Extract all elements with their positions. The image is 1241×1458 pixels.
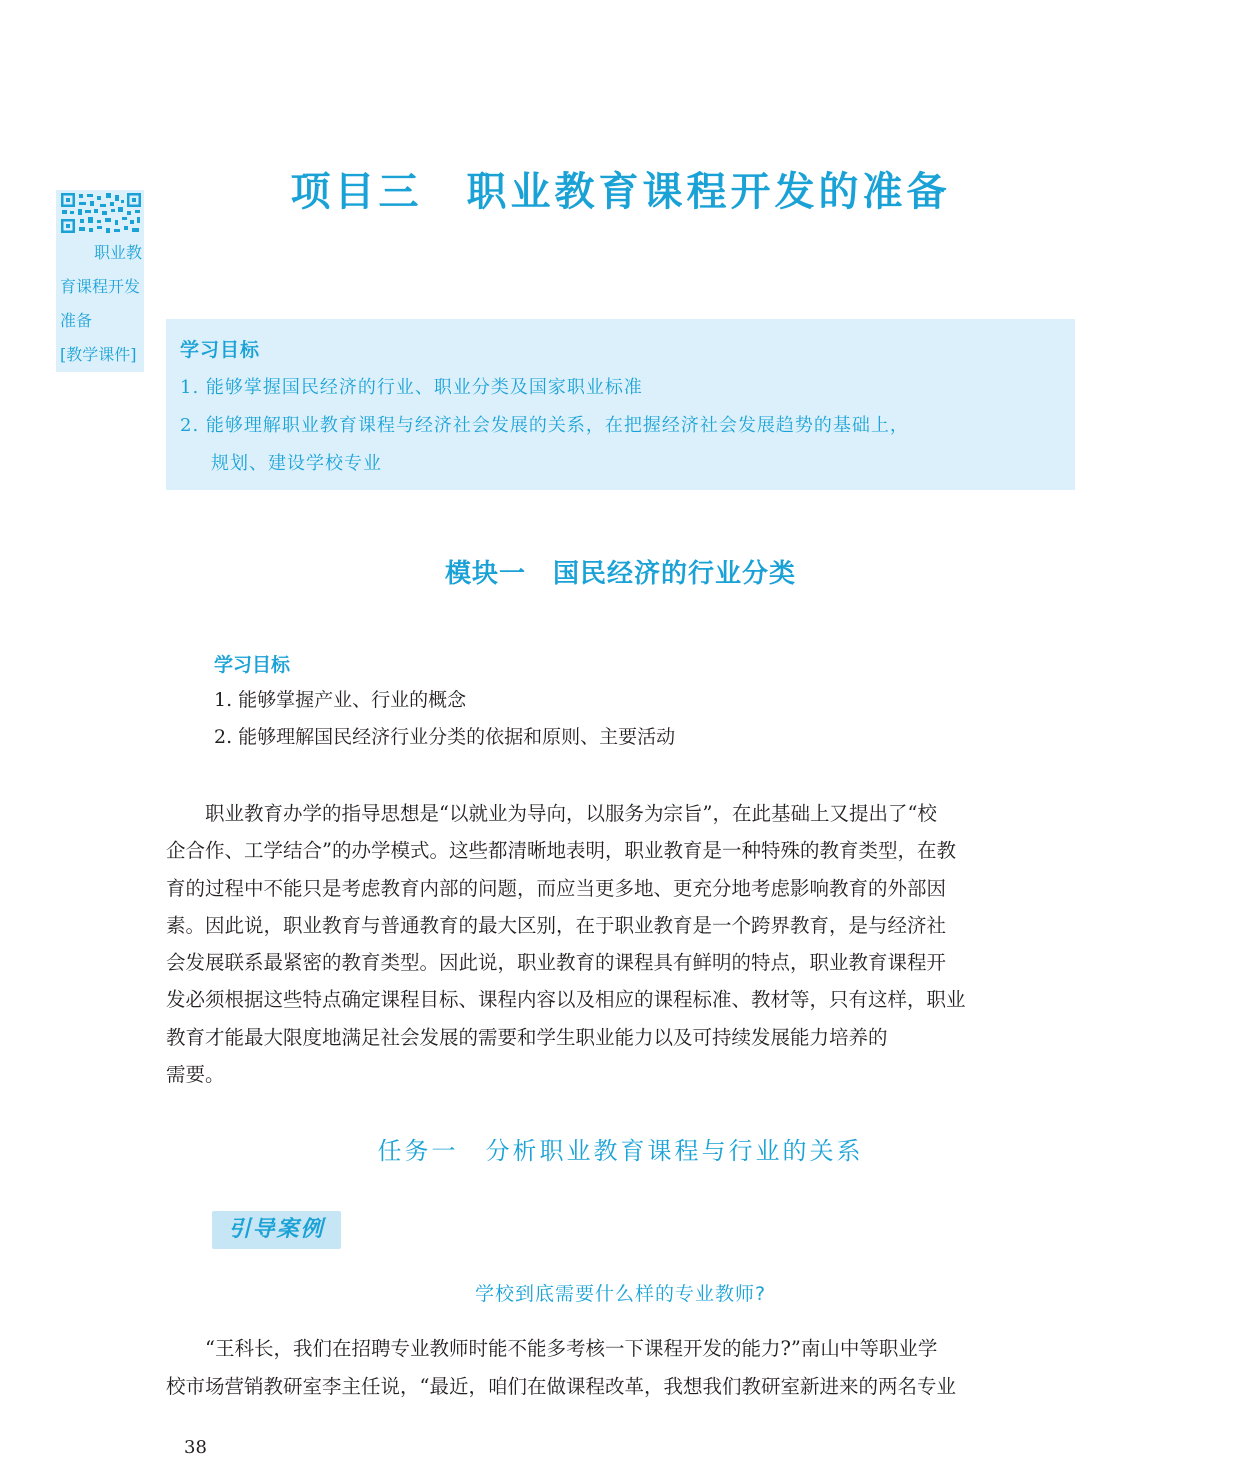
case-line: 校市场营销教研室李主任说，“最近，咱们在做课程改革，我想我们教研室新进来的两名专业 — [166, 1374, 956, 1398]
learning-goals-list — [180, 369, 1070, 483]
paragraph-line: 发必须根据这些特点确定课程目标、课程内容以及相应的课程标准、教材等，只有这样，职业 — [166, 988, 966, 1012]
qr-caption — [60, 236, 142, 372]
paragraph-line: 职业教育办学的指导思想是“以就业为导向，以服务为宗旨”，在此基础上又提出了“校 — [166, 802, 937, 825]
learning-goal-item: 1. 能够掌握国民经济的行业、职业分类及国家职业标准 — [180, 377, 643, 398]
case-tag: 引导案例 — [212, 1211, 341, 1249]
page-number: 38 — [184, 1437, 207, 1458]
module-goals-heading: 学习目标 — [214, 654, 291, 676]
case-line: “王科长，我们在招聘专业教师时能不能多考核一下课程开发的能力?”南山中等职业学 — [166, 1337, 938, 1360]
qr-caption-line: [教学课件] — [60, 345, 137, 364]
paragraph-line: 育的过程中不能只是考虑教育内部的问题，而应当更多地、更充分地考虑影响教育的外部因 — [166, 876, 947, 900]
task-title: 任务一 分析职业教育课程与行业的关系 — [377, 1137, 864, 1165]
learning-goal-item: 2. 能够理解职业教育课程与经济社会发展的关系，在把握经济社会发展趋势的基础上， — [180, 415, 909, 436]
learning-goals-heading: 学习目标 — [180, 339, 261, 361]
module-goal-item: 2. 能够理解国民经济行业分类的依据和原则、主要活动 — [214, 726, 676, 748]
body-paragraph — [166, 795, 1075, 1093]
page-title: 项目三 职业教育课程开发的准备 — [290, 169, 951, 215]
case-paragraph — [166, 1330, 1075, 1405]
paragraph-line: 会发展联系最紧密的教育类型。因此说，职业教育的课程具有鲜明的特点，职业教育课程开 — [166, 951, 947, 975]
case-title: 学校到底需要什么样的专业教师? — [474, 1283, 767, 1305]
learning-goal-item-continuation: 规划、建设学校专业 — [211, 453, 382, 474]
module-goals-list — [214, 682, 1074, 756]
paragraph-line: 素。因此说，职业教育与普通教育的最大区别，在于职业教育是一个跨界教育，是与经济社 — [166, 913, 947, 937]
paragraph-line: 需要。 — [166, 1063, 225, 1087]
module-title: 模块一 国民经济的行业分类 — [444, 559, 796, 589]
qr-code-icon[interactable] — [60, 192, 142, 234]
learning-goals-box — [166, 319, 1075, 490]
paragraph-line: 教育才能最大限度地满足社会发展的需要和学生职业能力以及可持续发展能力培养的 — [166, 1025, 888, 1049]
qr-caption-line: 准备 — [60, 311, 93, 330]
paragraph-line: 企合作、工学结合”的办学模式。这些都清晰地表明，职业教育是一种特殊的教育类型，在教 — [166, 839, 956, 863]
module-goal-item: 1. 能够掌握产业、行业的概念 — [214, 689, 467, 711]
qr-caption-line: 育课程开发 — [60, 277, 141, 296]
qr-caption-line: 职业教 — [93, 243, 142, 262]
qr-panel[interactable] — [56, 190, 144, 372]
